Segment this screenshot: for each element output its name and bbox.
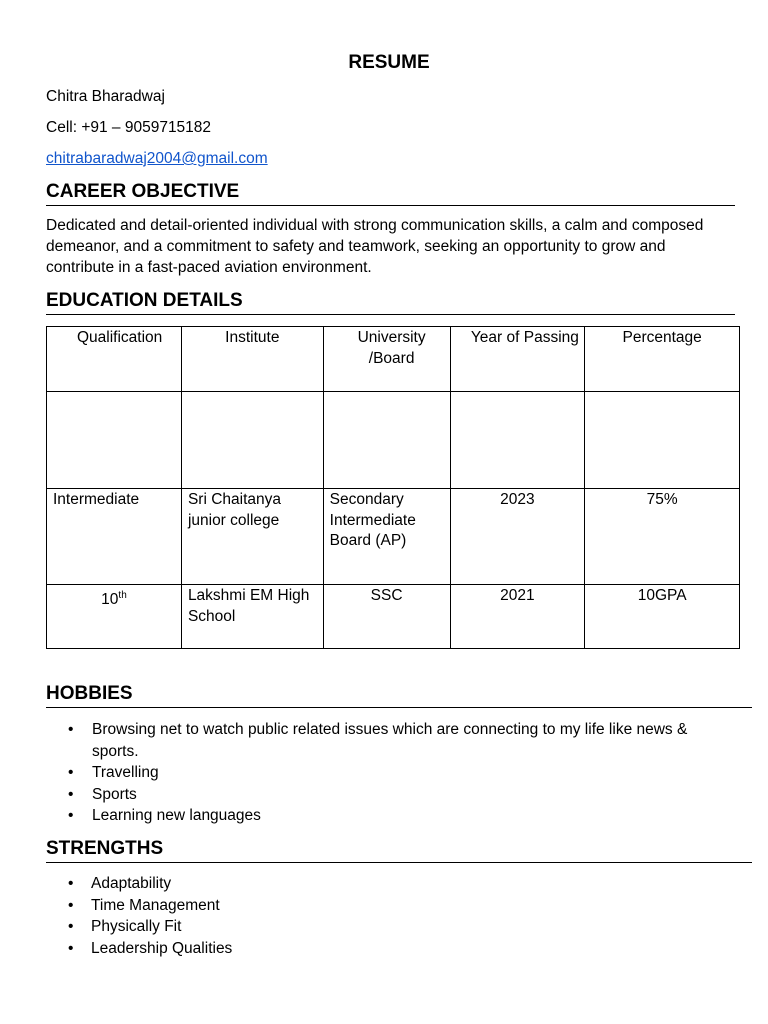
list-item	[46, 762, 726, 784]
career-objective-heading: CAREER OBJECTIVE	[46, 181, 735, 206]
hobbies-heading: HOBBIES	[46, 683, 752, 708]
bullet-icon: •	[68, 785, 74, 803]
cell-percentage: 10GPA	[585, 585, 740, 649]
cell-percentage	[585, 392, 740, 489]
cell-year: 2021	[450, 585, 585, 649]
cell-institute	[181, 392, 323, 489]
bullet-icon: •	[68, 896, 74, 914]
header-year: Year of Passing	[450, 327, 585, 392]
list-item	[46, 895, 726, 917]
cell-institute	[181, 489, 323, 585]
education-table	[46, 326, 740, 649]
header-institute: Institute	[181, 327, 323, 392]
hobby-text: Learning new languages	[92, 807, 261, 824]
document-title: RESUME	[348, 52, 430, 73]
hobbies-list	[46, 719, 726, 827]
list-item	[46, 719, 726, 762]
strength-text: Time Management	[91, 896, 220, 914]
cell-year	[450, 392, 585, 489]
header-university	[323, 327, 450, 392]
header-university-line2: /Board	[368, 349, 415, 367]
header-university-line1: University	[357, 329, 426, 346]
education-heading: EDUCATION DETAILS	[46, 290, 735, 315]
table-row	[47, 585, 740, 649]
strengths-heading: STRENGTHS	[46, 838, 752, 863]
qualification-value: 10	[101, 591, 119, 609]
bullet-icon: •	[68, 721, 74, 738]
table-header-row	[47, 327, 740, 392]
strength-text: Leadership Qualities	[91, 939, 233, 957]
email-link[interactable]: chitrabaradwaj2004@gmail.com	[46, 150, 268, 167]
hobby-text: Browsing net to watch public related issues which are connecting to my life like news & sports.	[92, 721, 688, 760]
list-item	[46, 805, 726, 827]
cell-board	[323, 392, 450, 489]
board-line1: Secondary	[329, 491, 404, 508]
list-item	[46, 784, 726, 806]
strength-text: Adaptability	[91, 875, 172, 892]
hobby-text: Sports	[92, 785, 137, 803]
qualification-superscript: th	[118, 590, 127, 601]
header-qualification: Qualification	[47, 327, 182, 392]
bullet-icon: •	[68, 939, 74, 957]
cell-year: 2023	[450, 489, 585, 585]
cell-institute	[181, 585, 323, 649]
list-item	[46, 916, 726, 938]
bullet-icon: •	[68, 807, 74, 824]
header-percentage: Percentage	[585, 327, 740, 392]
list-item	[46, 938, 726, 960]
cell-qualification: Intermediate	[47, 489, 182, 585]
cell-qualification	[47, 585, 182, 649]
bullet-icon: •	[68, 875, 74, 892]
cell-board	[323, 489, 450, 585]
email-link-wrapper	[46, 149, 268, 169]
strengths-list	[46, 873, 726, 959]
cell-board: SSC	[323, 585, 450, 649]
career-objective-text: Dedicated and detail-oriented individual with strong communication skills, a calm and composed demeanor, and a commitment to safety and teamwork, seeking an opportunity to grow and contribute in a fast-paced aviation environment.	[46, 217, 704, 276]
cell-qualification	[47, 392, 182, 489]
institute-line2: junior college	[187, 511, 280, 529]
institute-line2: School	[187, 607, 236, 625]
bullet-icon: •	[68, 764, 74, 781]
bullet-icon: •	[68, 918, 74, 935]
table-row	[47, 489, 740, 585]
cell-percentage: 75%	[585, 489, 740, 585]
board-line2: Intermediate	[329, 511, 416, 529]
strength-text: Physically Fit	[91, 918, 182, 935]
cell-number: Cell: +91 – 9059715182	[46, 119, 212, 136]
table-row	[47, 392, 740, 489]
list-item	[46, 873, 726, 895]
hobby-text: Travelling	[92, 764, 159, 781]
candidate-name: Chitra Bharadwaj	[46, 88, 165, 105]
board-line3: Board (AP)	[329, 532, 407, 549]
institute-line1: Sri Chaitanya	[187, 491, 281, 508]
institute-line1: Lakshmi EM High	[187, 587, 310, 604]
